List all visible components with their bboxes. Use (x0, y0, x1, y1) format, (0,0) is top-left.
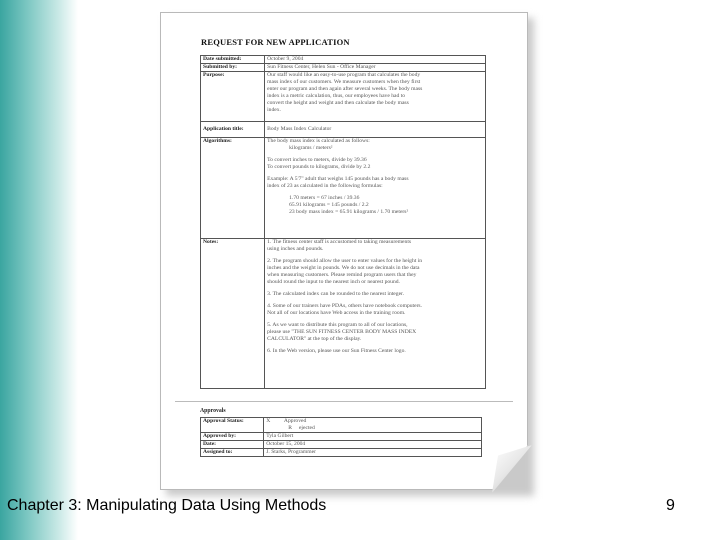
purpose-line: index. (267, 107, 281, 113)
purpose-label: Purpose: (201, 72, 265, 122)
submitted-by-label: Submitted by: (201, 64, 265, 72)
application-title-value: Body Mass Index Calculator (265, 122, 486, 138)
note-line: should round the input to the nearest inch or nearest pound. (267, 279, 400, 285)
algorithms-label: Algorithms: (201, 138, 265, 239)
form-row-application-title (201, 122, 486, 138)
section-divider (175, 401, 513, 402)
application-title-label: Application title: (201, 122, 265, 138)
assigned-to-value: J. Starks, Programmer (264, 449, 482, 457)
algorithm-formula: kilograms / meters² (289, 145, 333, 151)
form-row-date (201, 56, 486, 64)
algorithm-line: Example: A 5'7" adult that weighs 145 pounds has a body mass (267, 176, 409, 182)
date-submitted-value: October 9, 2004 (265, 56, 486, 64)
form-row-algorithms (201, 138, 486, 239)
approval-row-assigned (201, 449, 482, 457)
note-line: Not all of our locations have Web access in the training room. (267, 310, 406, 316)
chapter-footer: Chapter 3: Manipulating Data Using Methods (7, 497, 327, 514)
algorithm-formula: 65.91 kilograms = 145 pounds / 2.2 (289, 202, 369, 208)
date-submitted-label: Date submitted: (201, 56, 265, 64)
form-row-notes (201, 239, 486, 389)
note-line: 1. The fitness center staff is accustomed to taking measurements (267, 239, 412, 245)
note-line: 4. Some of our trainers have PDAs, others have notebook computers. (267, 303, 423, 309)
approval-date-label: Date: (201, 441, 264, 449)
application-form-table (200, 55, 486, 389)
purpose-line: index is a metric calculation, thus, our employees have had to (267, 93, 406, 99)
purpose-line: Our staff would like an easy-to-use program that calculates the body (267, 72, 421, 78)
algorithm-formula: 1.70 meters = 67 inches / 39.36 (289, 195, 360, 201)
note-line: please use "THE SUN FITNESS CENTER BODY MASS INDEX (267, 329, 417, 335)
algorithms-value (265, 138, 486, 239)
approval-status-approved: X Approved (266, 418, 307, 424)
approval-row-status (201, 418, 482, 433)
purpose-line: convert the height and weight and then calculate the body mass (267, 100, 409, 106)
approval-status-label: Approval Status: (201, 418, 264, 433)
form-row-submitted-by (201, 64, 486, 72)
approved-by-label: Approved by: (201, 433, 264, 441)
note-line: 2. The program should allow the user to enter values for the height in (267, 258, 423, 264)
approvals-table (200, 417, 482, 457)
approvals-heading: Approvals (200, 408, 226, 414)
note-line: 6. In the Web version, please use our Sun Fitness Center logo. (267, 348, 406, 354)
algorithm-formula: 23 body mass index = 65.91 kilograms / 1.70 meters² (289, 209, 409, 215)
notes-value (265, 239, 486, 389)
note-line: 3. The calculated index can be rounded to the nearest integer. (267, 291, 405, 297)
note-line: using inches and pounds. (267, 246, 324, 252)
purpose-value (265, 72, 486, 122)
purpose-line: enter our program and then again after several weeks. The body mass (267, 86, 423, 92)
algorithm-line: To convert pounds to kilograms, divide by 2.2 (267, 164, 371, 170)
form-row-purpose (201, 72, 486, 122)
notes-label: Notes: (201, 239, 265, 389)
approval-status-rejected: R ejected (288, 425, 315, 431)
purpose-line: mass index of our customers. We measure customers when they first (267, 79, 421, 85)
note-line: inches and the weight in pounds. We do not use decimals in the data (267, 265, 420, 271)
note-line: when measuring customers. Please remind program users that they (267, 272, 417, 278)
algorithm-line: The body mass index is calculated as follows: (267, 138, 370, 144)
approved-by-value: Tyla Gilbert (264, 433, 482, 441)
page-number: 9 (666, 497, 675, 514)
note-line: CALCULATOR" at the top of the display. (267, 336, 362, 342)
document-title: REQUEST FOR NEW APPLICATION (201, 37, 350, 47)
approval-status-value (264, 418, 482, 433)
algorithm-line: To convert inches to meters, divide by 39.36 (267, 157, 367, 163)
approval-row-approved-by (201, 433, 482, 441)
approval-date-value: October 15, 2004 (264, 441, 482, 449)
submitted-by-value: Sun Fitness Center, Helen Sun - Office Manager (265, 64, 486, 72)
assigned-to-label: Assigned to: (201, 449, 264, 457)
approval-row-date (201, 441, 482, 449)
algorithm-line: index of 23 as calculated in the following formulas: (267, 183, 383, 189)
left-gradient-band (0, 0, 78, 540)
note-line: 5. As we want to distribute this program to all of our locations, (267, 322, 408, 328)
